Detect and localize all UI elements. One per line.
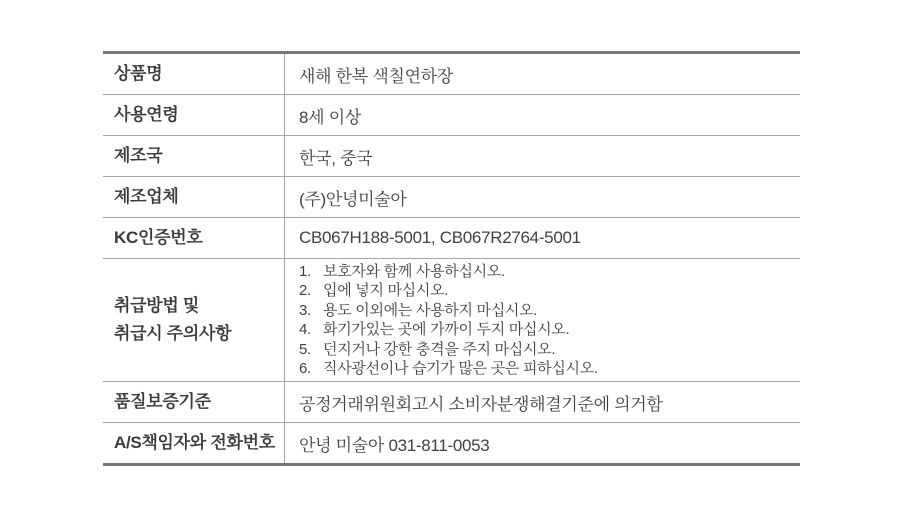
precaution-number: 3.	[299, 301, 311, 319]
row-label: KC인증번호	[103, 218, 285, 258]
row-label: 사용연령	[103, 95, 285, 135]
row-value: 한국, 중국	[299, 148, 373, 168]
row-value	[285, 259, 800, 381]
precaution-text: 용도 이외에는 사용하지 마십시오.	[323, 301, 538, 319]
table-row	[103, 135, 800, 176]
precaution-number: 4.	[299, 321, 311, 338]
row-value: CB067H188-5001, CB067R2764-5001	[299, 228, 581, 247]
table-row	[103, 381, 800, 422]
precaution-number: 2.	[299, 282, 311, 299]
precaution-number: 5.	[299, 340, 311, 358]
table-row	[103, 54, 800, 94]
table-row	[103, 176, 800, 217]
precaution-text: 보호자와 함께 사용하십시오.	[323, 262, 505, 280]
row-label: 제조국	[103, 136, 285, 176]
row-value: 새해 한복 색칠연하장	[299, 66, 453, 86]
row-value: (주)안녕미술아	[299, 189, 407, 209]
precaution-number: 6.	[299, 360, 311, 377]
precaution-item	[299, 262, 792, 282]
row-value: 8세 이상	[299, 107, 361, 127]
row-label: A/S책임자와 전화번호	[103, 423, 285, 463]
precaution-number: 1.	[299, 262, 311, 280]
precaution-text: 화기가있는 곳에 가까이 두지 마십시오.	[323, 321, 570, 338]
row-value: 안녕 미술아 031-811-0053	[299, 435, 490, 455]
precaution-list	[299, 262, 792, 379]
precaution-item	[299, 320, 792, 340]
row-label	[103, 259, 285, 381]
table-row	[103, 258, 800, 381]
precaution-item	[299, 359, 792, 379]
precaution-text: 던지거나 강한 충격을 주지 마십시오.	[323, 340, 556, 358]
row-label-line: 취급시 주의사항	[114, 324, 232, 343]
precaution-item	[299, 301, 792, 321]
row-value: 공정거래위원회고시 소비자분쟁해결기준에 의거함	[299, 394, 663, 414]
row-label-line: 취급방법 및	[114, 296, 200, 315]
precaution-text: 직사광선이나 습기가 많은 곳은 피하십시오.	[323, 360, 598, 377]
row-label: 품질보증기준	[103, 382, 285, 422]
table-row	[103, 422, 800, 463]
product-info-table	[103, 51, 800, 466]
table-row	[103, 217, 800, 258]
precaution-item	[299, 281, 792, 301]
row-label: 상품명	[103, 54, 285, 94]
precaution-text: 입에 넣지 마십시오.	[323, 282, 449, 299]
table-row	[103, 94, 800, 135]
precaution-item	[299, 340, 792, 360]
row-label: 제조업체	[103, 177, 285, 217]
